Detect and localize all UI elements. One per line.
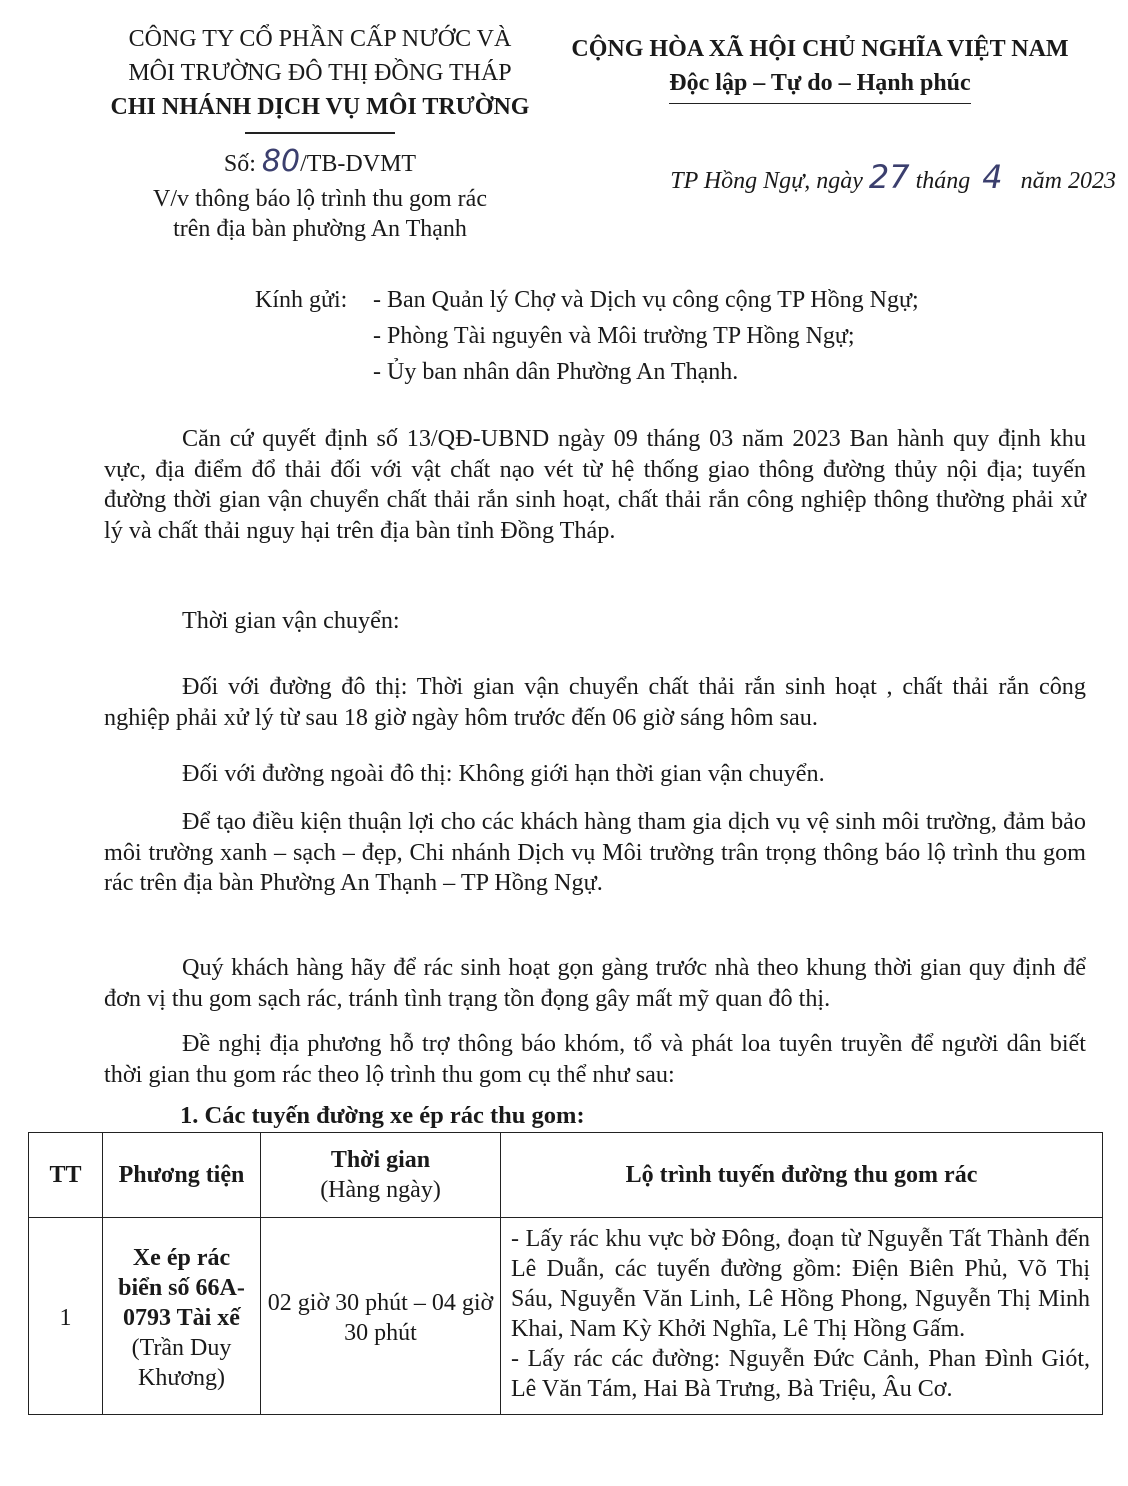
paragraph-non-urban-roads: Đối với đường ngoài đô thị: Không giới hạn thời gian vận chuyển. — [182, 760, 825, 787]
cell-vehicle — [103, 1218, 261, 1415]
cell-route — [501, 1218, 1103, 1415]
header-time-sub: (Hàng ngày) — [320, 1177, 441, 1203]
subject-line-1: V/v thông báo lộ trình thu gom rác — [153, 186, 487, 212]
recipients-block — [255, 282, 919, 390]
date-month-label: tháng — [915, 168, 971, 194]
date-place: TP Hồng Ngự, ngày — [670, 168, 863, 194]
paragraph-request-customers: Quý khách hàng hãy để rác sinh hoạt gọn gàng trước nhà theo khung thời gian quy định để đơn vị thu gom sạch rác, tránh tình trạng tồn đọng gây mất mỹ quan đô thị. — [104, 954, 1086, 1012]
document-date — [560, 158, 1116, 196]
doc-number-handwritten: 80 — [261, 144, 301, 179]
collection-schedule-table — [28, 1132, 1103, 1415]
issuer-line-2: MÔI TRƯỜNG ĐÔ THỊ ĐỒNG THÁP — [128, 60, 512, 86]
header-time — [261, 1133, 501, 1218]
doc-number-prefix: Số: — [223, 151, 256, 177]
header-route: Lộ trình tuyến đường thu gom rác — [501, 1133, 1103, 1218]
route-item: - Lấy rác khu vực bờ Đông, đoạn từ Nguyễn Tất Thành đến Lê Duẫn, các tuyến đường gồm: Điện Biên Phủ, Võ Thị Sáu, Nguyễn Văn Linh, Lê Hồng Phong, Nguyễn Thị Minh Khai, Nam Kỳ Khởi Nghĩa, Lê Thị Hồng Gấm. — [511, 1226, 1090, 1342]
subject-line-2: trên địa bàn phường An Thạnh — [173, 216, 467, 242]
cell-time: 02 giờ 30 phút – 04 giờ 30 phút — [261, 1218, 501, 1415]
route-item: - Lấy rác các đường: Nguyễn Đức Cảnh, Phan Đình Giót, Lê Văn Tám, Hai Bà Trưng, Bà Triệu, Âu Cơ. — [511, 1346, 1090, 1402]
paragraph-urban-roads: Đối với đường đô thị: Thời gian vận chuyển chất thải rắn sinh hoạt , chất thải rắn công nghiệp phải xử lý từ sau 18 giờ ngày hôm trước đến 06 giờ sáng hôm sau. — [104, 673, 1086, 731]
header-time-label: Thời gian — [330, 1147, 431, 1173]
vehicle-driver-name: (Trần Duy Khương) — [131, 1335, 232, 1391]
header-tt: TT — [29, 1133, 103, 1218]
table-header-row — [29, 1133, 1103, 1218]
issuer-line-1: CÔNG TY CỔ PHẦN CẤP NƯỚC VÀ — [128, 26, 512, 52]
issuer-branch: CHI NHÁNH DỊCH VỤ MÔI TRƯỜNG — [110, 94, 530, 120]
national-header — [540, 32, 1100, 104]
national-title: CỘNG HÒA XÃ HỘI CHỦ NGHĨA VIỆT NAM — [571, 36, 1069, 62]
header-vehicle: Phương tiện — [103, 1133, 261, 1218]
vehicle-plate-driver: Xe ép rác biển số 66A-0793 Tài xế — [118, 1245, 245, 1331]
doc-number-suffix: /TB-DVMT — [300, 151, 417, 177]
section-title: 1. Các tuyến đường xe ép rác thu gom: — [180, 1102, 585, 1129]
cell-tt: 1 — [29, 1218, 103, 1415]
document-number — [60, 144, 580, 179]
recipient-item: - Ban Quản lý Chợ và Dịch vụ công cộng TP Hồng Ngự; — [373, 287, 919, 313]
date-day-handwritten: 27 — [868, 158, 910, 196]
issuer-underline — [245, 132, 395, 134]
document-subject — [60, 184, 580, 244]
issuer-header — [60, 22, 580, 134]
date-month-handwritten: 4 — [982, 158, 1003, 196]
paragraph-transport-time: Thời gian vận chuyển: — [182, 607, 400, 634]
paragraph-legal-basis: Căn cứ quyết định số 13/QĐ-UBND ngày 09 tháng 03 năm 2023 Ban hành quy định khu vực, địa điểm đổ thải đối với vật chất nạo vét từ hệ thống giao thông đường thủy nội địa; tuyến đường thời gian vận chuyển chất thải rắn sinh hoạt, chất thải rắn công nghiệp thông thường phải xử lý và chất thải nguy hại trên địa bàn tỉnh Đồng Tháp. — [104, 425, 1086, 544]
recipients-label: Kính gửi: — [255, 287, 348, 313]
paragraph-announcement: Để tạo điều kiện thuận lợi cho các khách hàng tham gia dịch vụ vệ sinh môi trường, đảm bảo môi trường xanh – sạch – đẹp, Chi nhánh Dịch vụ Môi trường trân trọng thông báo lộ trình thu gom rác trên địa bàn Phường An Thạnh – TP Hồng Ngự. — [104, 808, 1086, 896]
recipient-item: - Ủy ban nhân dân Phường An Thạnh. — [373, 359, 739, 385]
paragraph-request-locality: Đề nghị địa phương hỗ trợ thông báo khóm, tổ và phát loa tuyên truyền để người dân biết thời gian thu gom rác theo lộ trình thu gom cụ thể như sau: — [104, 1030, 1086, 1088]
national-motto: Độc lập – Tự do – Hạnh phúc — [669, 66, 970, 104]
table-row — [29, 1218, 1103, 1415]
date-year: năm 2023 — [1020, 168, 1116, 194]
recipient-item: - Phòng Tài nguyên và Môi trường TP Hồng Ngự; — [373, 323, 855, 349]
